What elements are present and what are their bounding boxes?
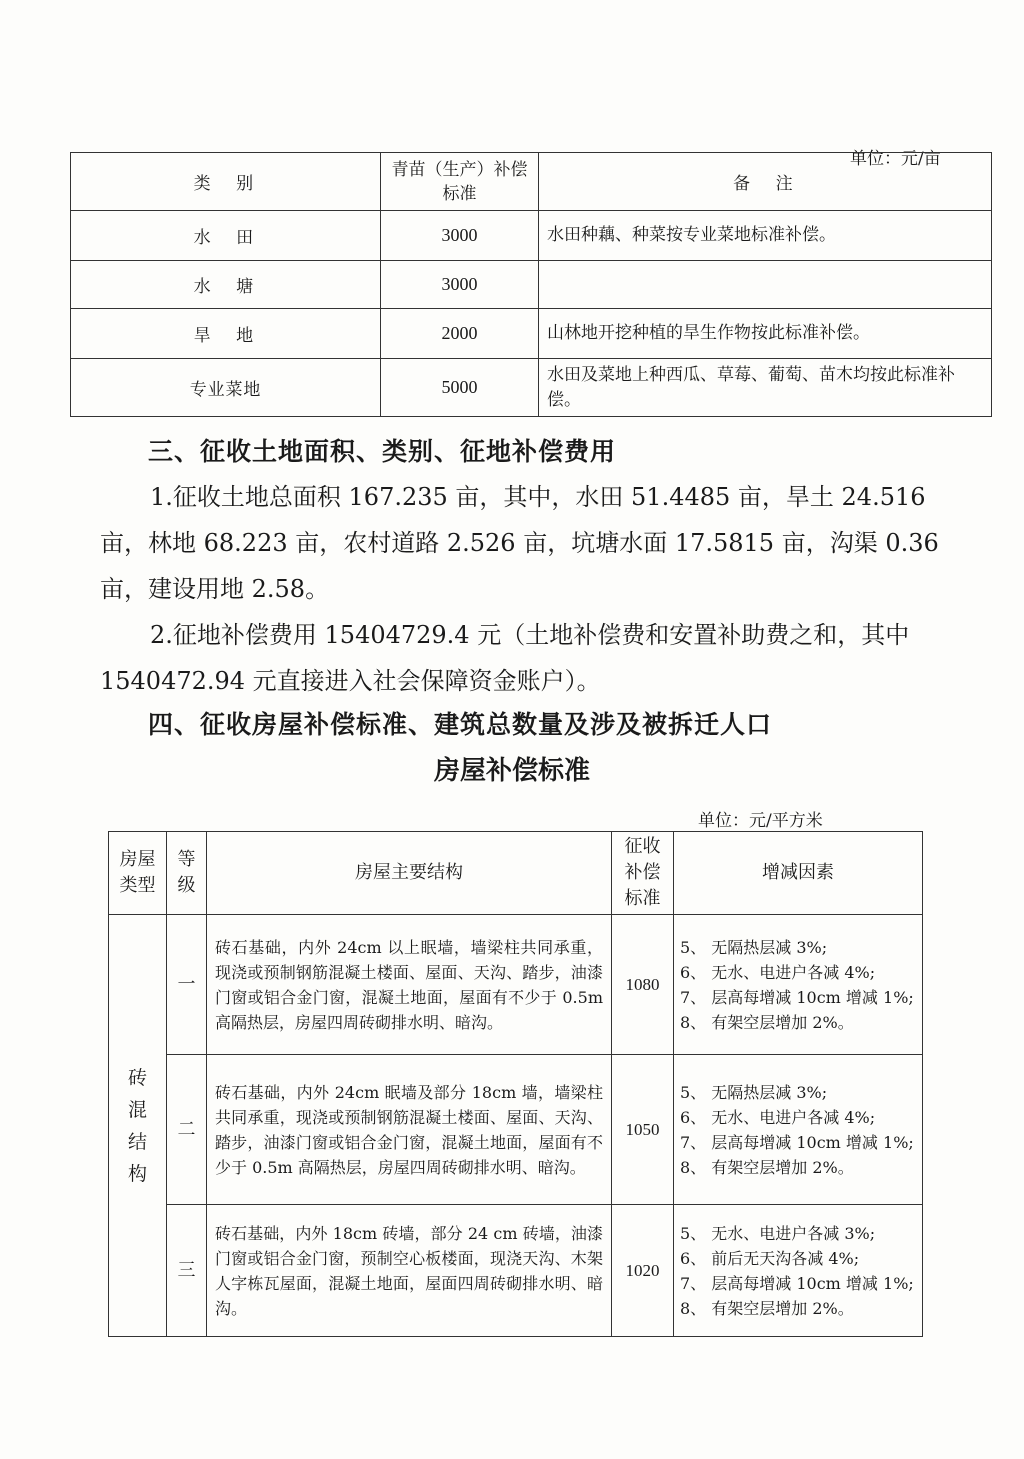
table-row [109, 915, 923, 1055]
house-type-cell: 砖混结构 [109, 915, 167, 1337]
row-category: 旱 地 [71, 309, 381, 359]
table-header-row [71, 153, 992, 211]
row-structure: 砖石基础，内外 24cm 眠墙及部分 18cm 墙，墙梁柱共同承重，现浇或预制钢筋混凝土楼面、屋面、天沟、踏步，油漆门窗或铝合金门窗，混凝土地面，屋面有不少于 0.5m 高隔热层，房屋四周砖砌排水明、暗沟。 [207, 1055, 612, 1205]
row-grade: 二 [167, 1055, 207, 1205]
header-structure: 房屋主要结构 [207, 832, 612, 915]
header-category: 类 别 [71, 153, 381, 211]
table-row [71, 261, 992, 309]
row-factors [674, 915, 923, 1055]
factor-item: 5、 无隔热层减 3%; [680, 1082, 828, 1102]
row-factors [674, 1205, 923, 1337]
header-grade: 等级 [167, 832, 207, 915]
section-3-heading: 三、征收土地面积、类别、征地补偿费用 [148, 437, 617, 466]
factor-item: 8、 有架空层增加 2%。 [680, 1012, 854, 1032]
header-type: 房屋类型 [109, 832, 167, 915]
row-remark: 水田及菜地上种西瓜、草莓、葡萄、苗木均按此标准补偿。 [539, 359, 992, 417]
factor-item: 7、 层高每增减 10cm 增减 1%; [680, 987, 914, 1007]
row-standard: 5000 [381, 359, 539, 417]
section-3-paragraph-1: 1.征收土地总面积 167.235 亩，其中，水田 51.4485 亩，旱土 24.516 亩，林地 68.223 亩，农村道路 2.526 亩，坑塘水面 17.5815 亩，沟渠 0.36 亩，建设用地 2.58。 [100, 483, 939, 603]
row-category: 专业菜地 [71, 359, 381, 417]
row-standard: 2000 [381, 309, 539, 359]
house-table-unit: 单位：元/平方米 [698, 811, 823, 831]
row-remark [539, 261, 992, 309]
table-row [71, 211, 992, 261]
row-structure: 砖石基础，内外 24cm 以上眠墙，墙梁柱共同承重，现浇或预制钢筋混凝土楼面、屋面、天沟、踏步，油漆门窗或铝合金门窗，混凝土地面，屋面有不少于 0.5m 高隔热层，房屋四周砖砌排水明、暗沟。 [207, 915, 612, 1055]
crop-table-unit: 单位：元/亩 [850, 149, 941, 169]
factor-item: 8、 有架空层增加 2%。 [680, 1298, 854, 1318]
table-row [109, 1055, 923, 1205]
table-header-row [109, 832, 923, 915]
row-standard: 3000 [381, 211, 539, 261]
section-3-paragraph-2: 2.征地补偿费用 15404729.4 元（土地补偿费和安置补助费之和，其中 1540472.94 元直接进入社会保障资金账户）。 [100, 621, 910, 695]
header-remark: 备 注 [539, 153, 992, 211]
factor-item: 7、 层高每增减 10cm 增减 1%; [680, 1273, 914, 1293]
header-standard: 征收补偿标准 [612, 832, 674, 915]
factor-item: 5、 无水、电进户各减 3%; [680, 1223, 876, 1243]
row-structure: 砖石基础，内外 18cm 砖墙，部分 24 cm 砖墙，油漆门窗或铝合金门窗，预制空心板楼面，现浇天沟、木架人字栋瓦屋面，混凝土地面，屋面四周砖砌排水明、暗沟。 [207, 1205, 612, 1337]
house-table-title: 房屋补偿标准 [433, 756, 590, 786]
crop-compensation-table [70, 152, 992, 417]
header-factors: 增减因素 [674, 832, 923, 915]
row-remark: 山林地开挖种植的旱生作物按此标准补偿。 [539, 309, 992, 359]
house-compensation-table [108, 831, 923, 1337]
table-row [71, 309, 992, 359]
factor-item: 5、 无隔热层减 3%; [680, 937, 828, 957]
table-row [71, 359, 992, 417]
row-remark: 水田种藕、种菜按专业菜地标准补偿。 [539, 211, 992, 261]
section-4-heading: 四、征收房屋补偿标准、建筑总数量及涉及被拆迁人口 [148, 710, 773, 739]
row-grade: 三 [167, 1205, 207, 1337]
row-standard: 3000 [381, 261, 539, 309]
factor-item: 8、 有架空层增加 2%。 [680, 1157, 854, 1177]
row-grade: 一 [167, 915, 207, 1055]
row-standard: 1050 [612, 1055, 674, 1205]
row-factors [674, 1055, 923, 1205]
row-standard: 1080 [612, 915, 674, 1055]
factor-item: 6、 无水、电进户各减 4%; [680, 1107, 876, 1127]
row-standard: 1020 [612, 1205, 674, 1337]
factor-item: 7、 层高每增减 10cm 增减 1%; [680, 1132, 914, 1152]
header-standard: 青苗（生产）补偿标准 [381, 153, 539, 211]
factor-item: 6、 前后无天沟各减 4%; [680, 1248, 860, 1268]
table-row [109, 1205, 923, 1337]
row-category: 水 田 [71, 211, 381, 261]
row-category: 水 塘 [71, 261, 381, 309]
factor-item: 6、 无水、电进户各减 4%; [680, 962, 876, 982]
